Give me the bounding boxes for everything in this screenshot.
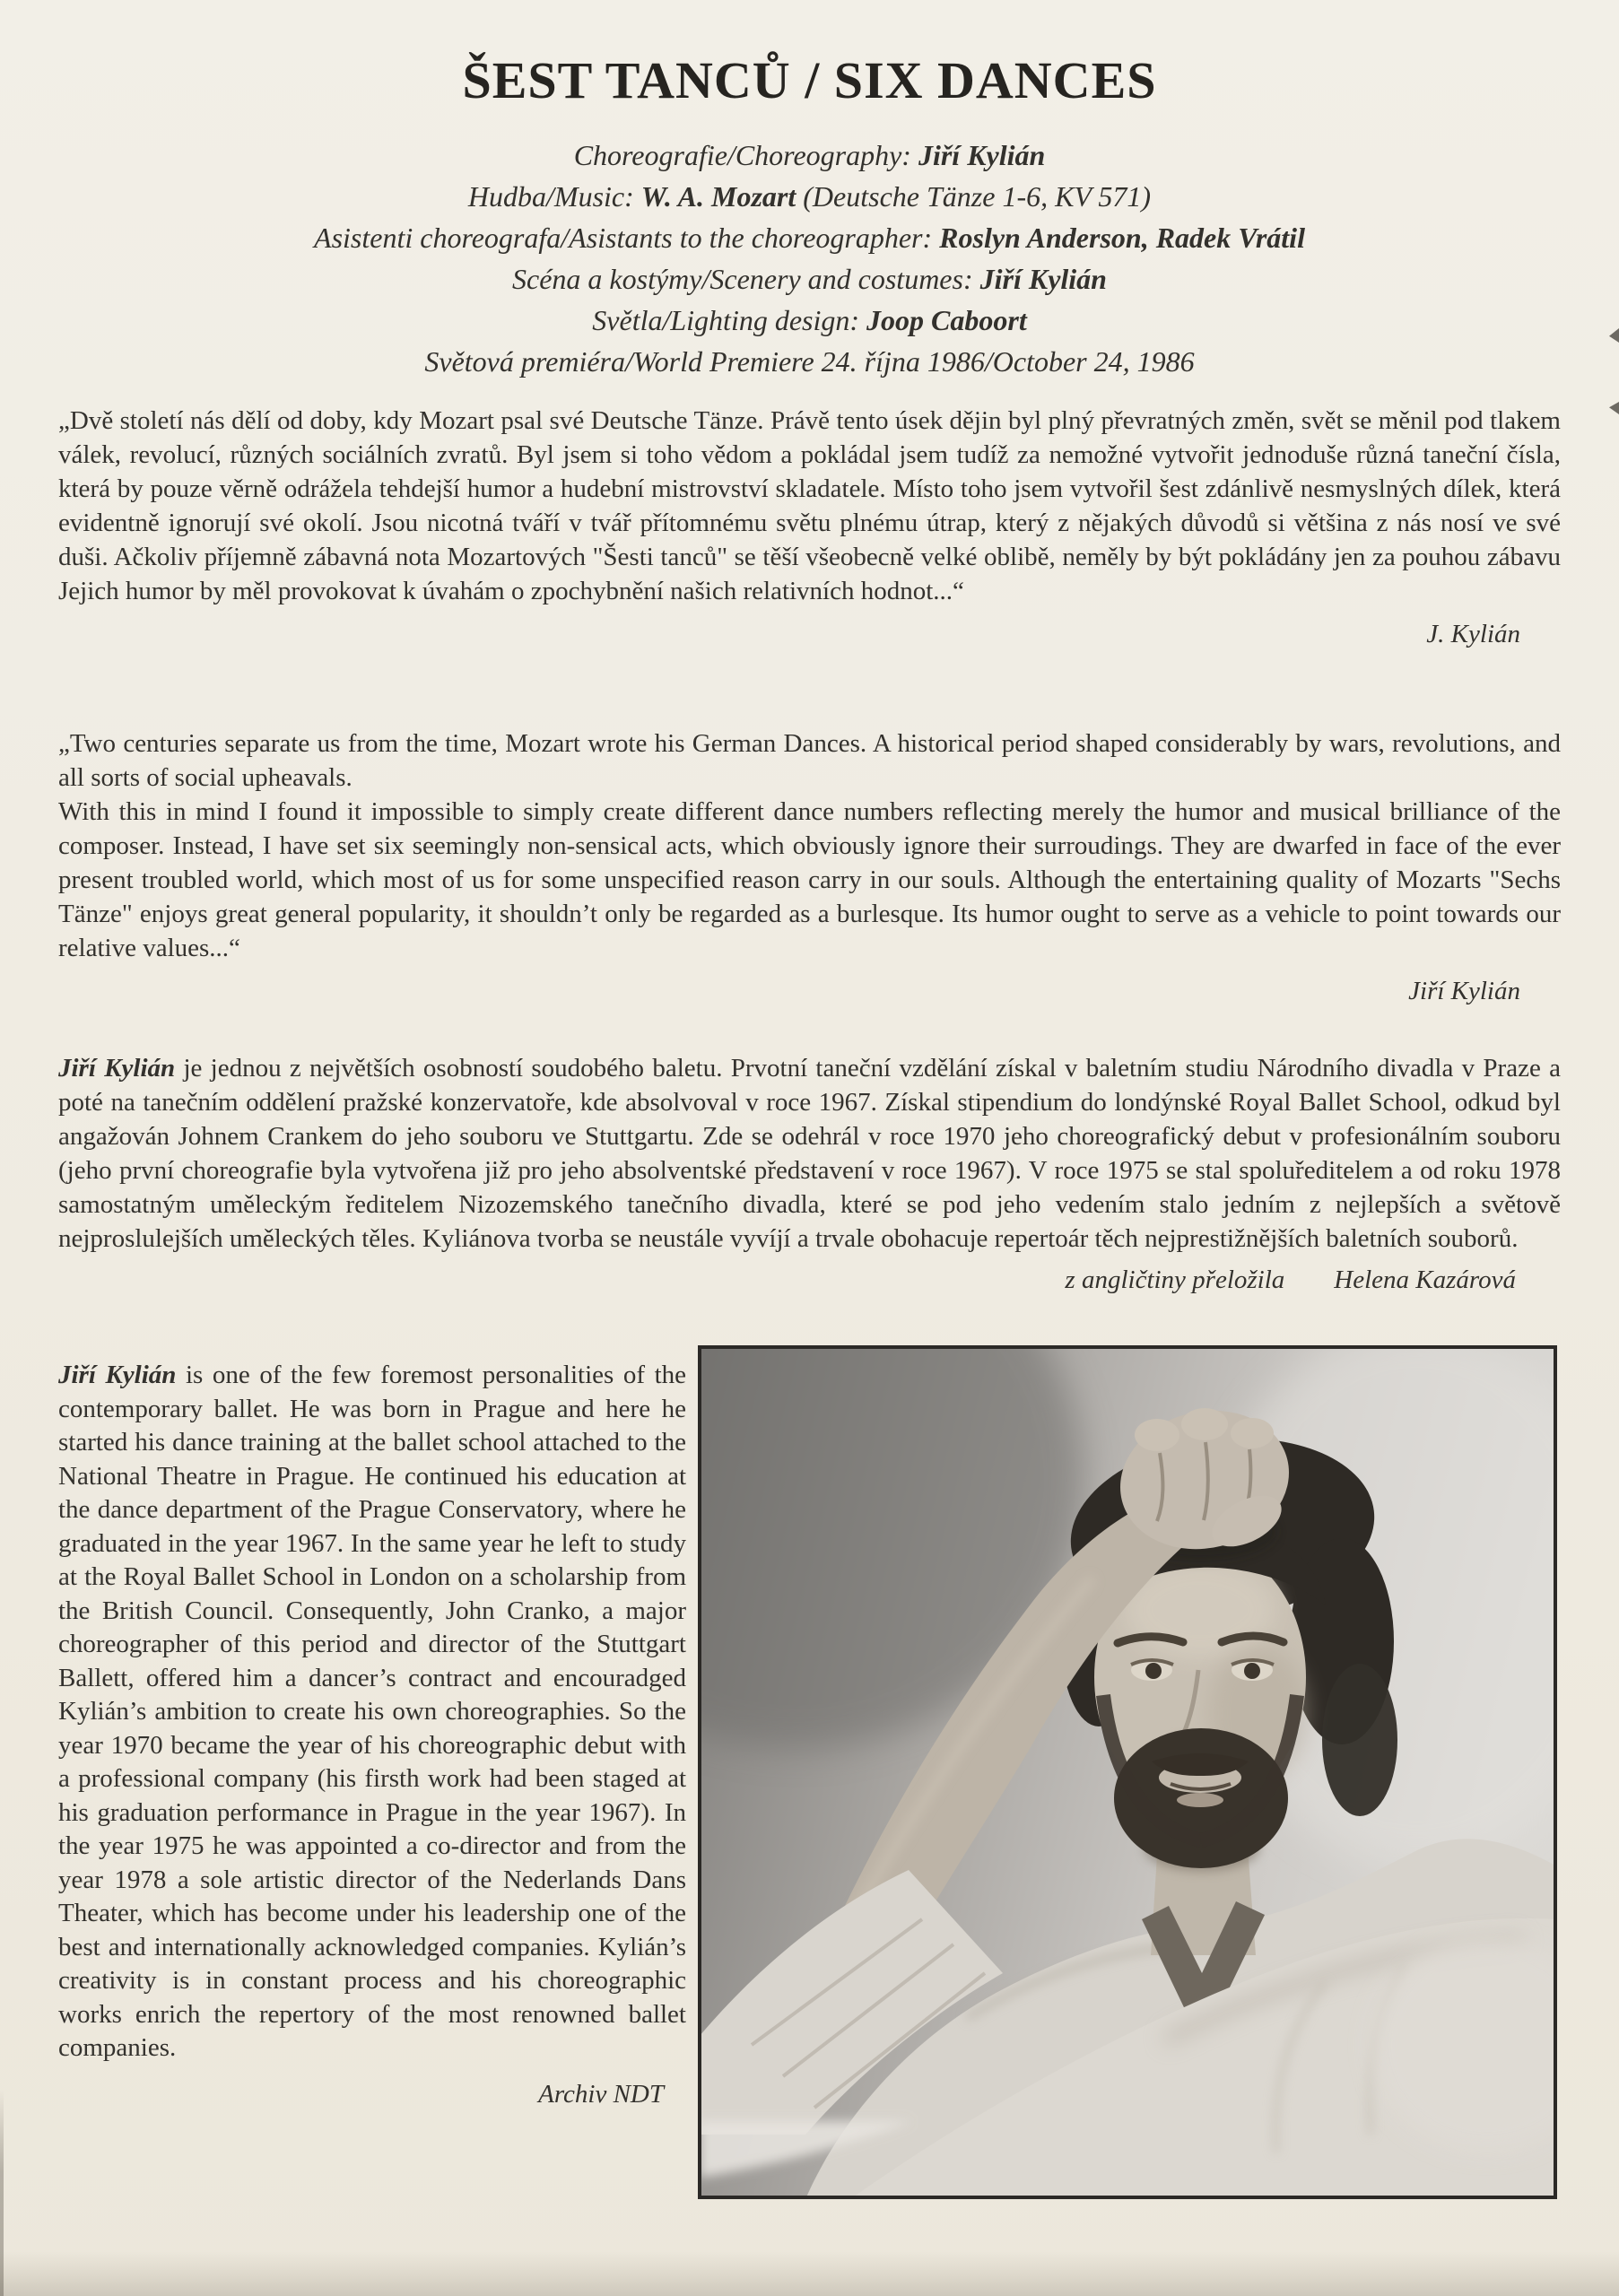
biography-english-text: Jiří Kylián is one of the few foremost personalities of the contemporary ballet. He was born in Prague and here he started his dance training at the ballet school attached to the National Theatre in Prague. He continued his education at the dance department of the Prague Conservatory, where he graduated in the year 1967. In the same year he left to study at the Royal Ballet School in London on a scholarship from the British Council. Consequently, John Cranko, a major choreographer of this period and director of the Stuttgart Ballett, offered him a dancer’s contract and encouradged Kylián’s ambition to create his own choreographies. So the year 1970 became the year of his choreographic debut with a professional company (his firsth work had been staged at his graduation performance in Prague in the year 1967). In the year 1975 he was appointed a co-director and from the year 1978 a sole artistic director of the Nederlands Dans Theater, which has become under his leadership one of the best and internationally acknowledged companies. Kylián’s creativity is in constant process and his choreographic works enrich the repertory of the most renowned ballet companies. <box>58 1361 686 2062</box>
designer-name: Jiří Kylián <box>979 263 1107 295</box>
credit-line-lighting: Světla/Lighting design: Joop Caboort <box>592 304 1027 336</box>
translator-name: Helena Kazárová <box>1334 1265 1516 1294</box>
quote-czech <box>58 404 1561 651</box>
choreographer-name: Jiří Kylián <box>918 139 1046 171</box>
credit-line-scenery: Scéna a kostýmy/Scenery and costumes: Jiří Kylián <box>512 263 1107 295</box>
photo-credit: Archiv NDT <box>538 2079 664 2109</box>
lighting-designer-name: Joop Caboort <box>866 304 1027 336</box>
quote-english-signature: Jiří Kylián <box>1408 977 1520 1005</box>
assistants-names: Roslyn Anderson, Radek Vrátil <box>939 222 1305 254</box>
scan-artifact-mark <box>1609 402 1619 414</box>
biography-czech-text: Jiří Kylián je jednou z největších osobností soudobého baletu. Prvotní taneční vzdělání získal v baletním studiu Národního divadla v Praze a poté na tanečním oddělení pražské konzervatoře, kde absolvoval v roce 1967. Získal stipendium do londýnské Royal Ballet School, odkud byl angažován Johnem Crankem do jeho souboru ve Stuttgartu. Zde se odehrál v roce 1970 jeho choreografický debut v profesionálním souboru (jeho první choreografie byla vytvořena již pro jeho absolventské představení v roce 1967). V roce 1975 se stal spoluředitelem a od roku 1978 samostatným uměleckým ředitelem Nizozemského tanečního divadla, které se pod jeho vedením stalo jedním z nejlepších a světově nejproslulejších uměleckých těles. Kyliánova tvorba se neustále vyvíjí a trvale obohacuje repertoár těch nejprestižnějších baletních souborů. <box>58 1054 1561 1253</box>
credit-line-assistants: Asistenti choreografa/Asistants to the choreographer: Roslyn Anderson, Radek Vrátil <box>314 222 1305 254</box>
portrait-photo <box>698 1345 1557 2199</box>
quote-english-para2: With this in mind I found it impossible to simply create different dance numbers reflecting merely the humor and musical brilliance of the composer. Instead, I have set six seemingly non-sensical acts, which obviously ignore their surroudings. They are dwarfed in face of the ever present troubled world, which most of us for some unspecified reason carry in our souls. Although the entertaining quality of Mozarts "Sechs Tänze" enjoys great general popularity, it shouldn’t only be regarded as a burlesque. Its humor ought to serve as a vehicle to point towards our relative values...“ <box>58 797 1561 962</box>
quote-czech-text: „Dvě století nás dělí od doby, kdy Mozart psal své Deutsche Tänze. Právě tento úsek dějin byl plný převratných změn, svět se měnil pod tlakem válek, revolucí, různých sociálních zvratů. Byl jsem si toho vědom a pokládal jsem tudíž za nemožné vytvořit jednoduše různá taneční čísla, která by pouze věrně odrážela tehdejší humor a hudební mistrovství skladatele. Místo toho jsem vytvořil šest zdánlivě nesmyslných dílek, která evidentně ignorují své okolí. Jsou nicotná tváří v tvář přítomnému světu plnému útrap, který z nějakých důvodů si většina z nás nosí ve své duši. Ačkoliv příjemně zábavná nota Mozartových "Šesti tanců" se těší všeobecně velké oblibě, neměly by být pokládány jen za pouhou zábavu Jejich humor by měl provokovat k úvahám o zpochybnění našich relativních hodnot...“ <box>58 406 1561 605</box>
quote-english-para1: „Two centuries separate us from the time, Mozart wrote his German Dances. A historical period shaped considerably by wars, revolutions, and all sorts of social upheavals. <box>58 729 1561 792</box>
credit-line-premiere: Světová premiéra/World Premiere 24. října 1986/October 24, 1986 <box>424 345 1195 378</box>
quote-english <box>58 726 1561 1008</box>
translator-line: z angličtiny přeložila Helena Kazárová <box>1065 1265 1516 1294</box>
biography-czech <box>58 1051 1561 1297</box>
page-title: ŠEST TANCŮ / SIX DANCES <box>462 51 1157 109</box>
composer-name: W. A. Mozart <box>640 180 796 213</box>
scan-bottom-shadow <box>0 2251 1619 2296</box>
biography-english <box>58 1359 686 2111</box>
credits-block <box>0 135 1619 382</box>
credit-line-choreography: Choreografie/Choreography: Jiří Kylián <box>573 139 1046 171</box>
portrait-photo-illustration <box>698 1345 1557 2199</box>
subject-name: Jiří Kylián <box>58 1361 177 1389</box>
subject-name: Jiří Kylián <box>58 1054 176 1083</box>
quote-czech-signature: J. Kylián <box>1426 620 1520 648</box>
credit-line-music: Hudba/Music: W. A. Mozart (Deutsche Tänze 1-6, KV 571) <box>467 180 1152 213</box>
